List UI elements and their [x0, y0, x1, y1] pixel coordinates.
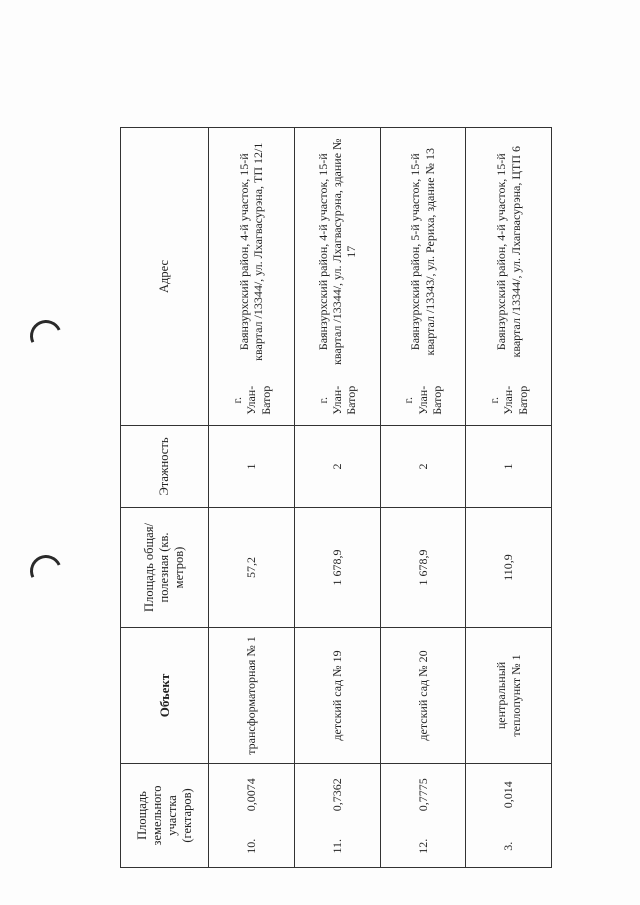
object-name: трансформаторная № 1: [209, 627, 295, 763]
address-value: Баянзурхский район, 4-й участок, 15-й квартал /13344/, ул. Лхагвасурэна, здание № 17: [294, 127, 380, 375]
land-area-value: 0,014: [466, 763, 552, 825]
row-number: 12.: [380, 826, 466, 868]
table-row: [294, 127, 380, 867]
header-land-area: Площадь земельного участка (гектаров): [121, 763, 209, 867]
table-header-row: [121, 127, 209, 867]
row-number: 10.: [209, 826, 295, 868]
rotated-table-container: [120, 128, 552, 868]
city-value: г. Улан-Батор: [209, 375, 295, 425]
land-area-value: 0,7775: [380, 763, 466, 825]
floors-value: 2: [380, 425, 466, 507]
land-area-value: 0,7362: [294, 763, 380, 825]
header-object: Объект: [121, 627, 209, 763]
city-value: г. Улан-Батор: [466, 375, 552, 425]
header-floors: Этажность: [121, 425, 209, 507]
land-area-value: 0,0074: [209, 763, 295, 825]
object-name: детский сад № 19: [294, 627, 380, 763]
city-value: г. Улан-Батор: [294, 375, 380, 425]
object-name: детский сад № 20: [380, 627, 466, 763]
row-number: 11.: [294, 826, 380, 868]
floor-area-value: 110,9: [466, 507, 552, 627]
row-number: 3.: [466, 826, 552, 868]
floor-area-value: 1 678,9: [380, 507, 466, 627]
floors-value: 1: [209, 425, 295, 507]
table-row: [466, 127, 552, 867]
floors-value: 1: [466, 425, 552, 507]
header-floor-area: Площадь общая/полезная (кв. метров): [121, 507, 209, 627]
header-address: Адрес: [121, 127, 209, 425]
table-row: [380, 127, 466, 867]
address-value: Баянзурхский район, 4-й участок, 15-й квартал /13344/, ул. Лхагвасурэна, ЦТП 6: [466, 127, 552, 375]
address-value: Баянзурхский район, 5-й участок, 15-й квартал /13343/, ул. Рериха, здание № 13: [380, 127, 466, 375]
property-table: [120, 127, 552, 868]
floor-area-value: 57,2: [209, 507, 295, 627]
floor-area-value: 1 678,9: [294, 507, 380, 627]
object-name: центральный теплопункт № 1: [466, 627, 552, 763]
table-row: [209, 127, 295, 867]
address-value: Баянзурхский район, 4-й участок, 15-й квартал /13344/, ул. Лхагвасурэна, ТП 12/1: [209, 127, 295, 375]
floors-value: 2: [294, 425, 380, 507]
city-value: г. Улан-Батор: [380, 375, 466, 425]
